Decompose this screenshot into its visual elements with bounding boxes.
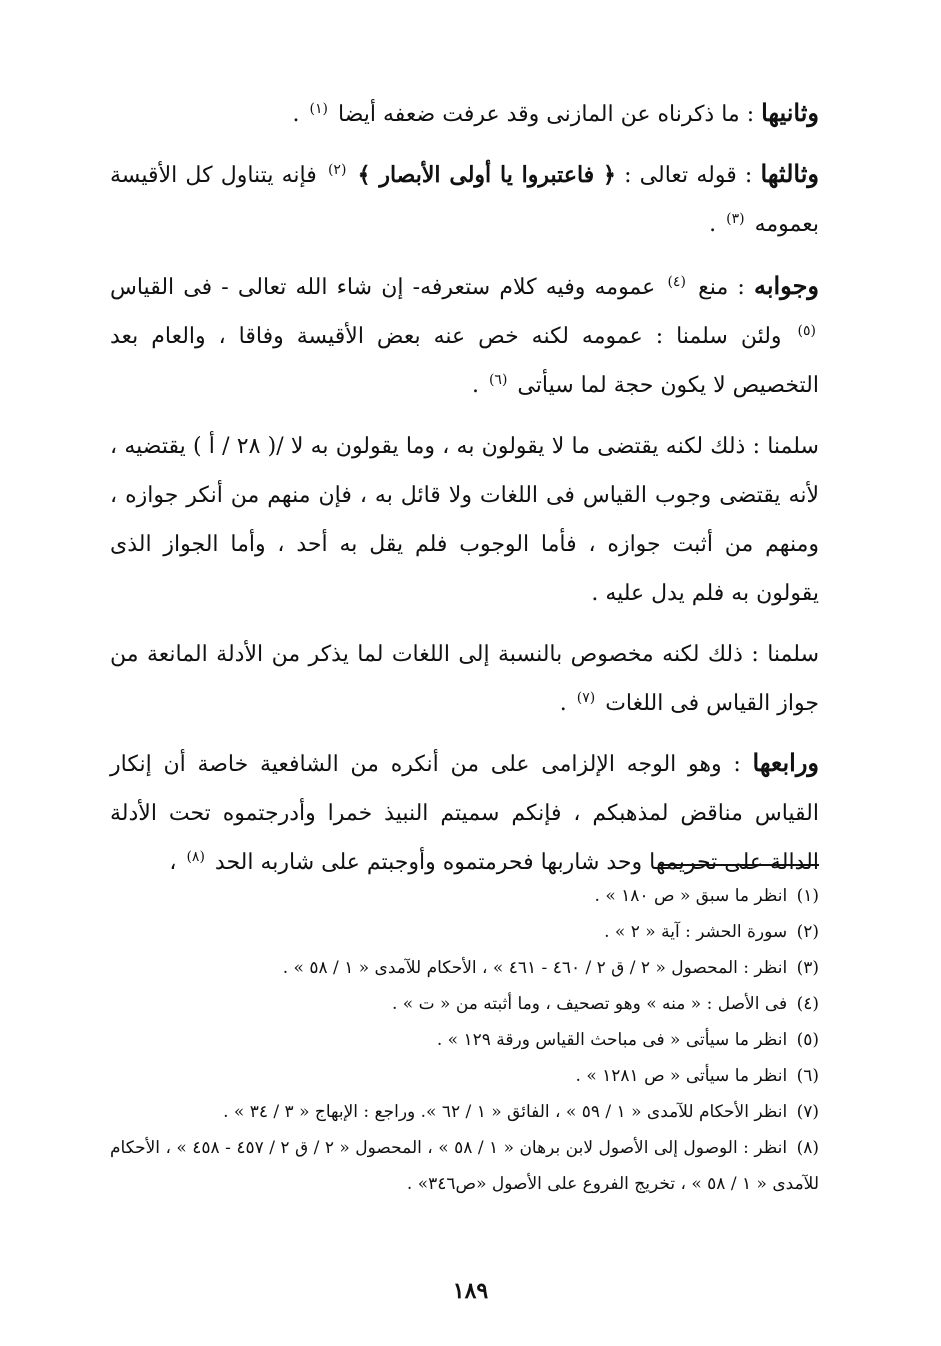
footnote-number: (٦) xyxy=(796,1066,819,1086)
footnote xyxy=(110,914,819,950)
footnote-ref: (٤) xyxy=(667,273,686,290)
paragraph-text: : منع xyxy=(698,275,745,300)
footnote-text: انظر : المحصول « ٢ / ق ٢ / ٤٦٠ - ٤٦١ » ، الأحكام للآمدى « ١ / ٥٨ » . xyxy=(282,958,788,978)
footnote-text: سورة الحشر : آية « ٢ » . xyxy=(604,922,788,942)
paragraph-text: ولئن سلمنا : عمومه لكنه خص عنه بعض الأقيسة وفاقا ، والعام بعد التخصيص لا يكون حجة لما سيأتى xyxy=(110,324,819,398)
punctuation: . xyxy=(709,212,717,237)
footnote xyxy=(110,1058,819,1094)
paragraph-third xyxy=(110,149,819,249)
paragraph-lead: وجوابه xyxy=(753,271,820,300)
punctuation: ، xyxy=(169,850,177,875)
footnote xyxy=(110,1022,819,1058)
footnote-text: انظر الأحكام للآمدى « ١ / ٥٩ » ، الفائق « ١ / ٦٢ ». وراجع : الإبهاج « ٣ / ٣٤ » . xyxy=(223,1102,788,1122)
paragraph-text: سلمنا : ذلك لكنه مخصوص بالنسبة إلى اللغات لما يذكر من الأدلة المانعة من جواز القياس فى اللغات xyxy=(110,642,819,716)
punctuation: . xyxy=(471,373,479,398)
paragraph-concession-2 xyxy=(110,630,819,728)
footnote-ref: (٨) xyxy=(186,848,205,865)
paragraph-text: فإنه يتناول كل الأقيسة بعمومه xyxy=(110,163,819,237)
footnote-ref: (١) xyxy=(309,100,328,117)
footnote-number: (٨) xyxy=(796,1138,819,1158)
footnote-number: (٧) xyxy=(796,1102,819,1122)
footnote-ref: (٦) xyxy=(488,371,508,388)
paragraph-text: : ما ذكرناه عن المازنى وقد عرفت ضعفه أيضا xyxy=(338,102,755,127)
footnote-divider xyxy=(659,864,819,866)
paragraph-second xyxy=(110,88,819,139)
footnote-ref: (٢) xyxy=(327,161,347,178)
footnote-number: (٢) xyxy=(796,922,819,942)
punctuation: . xyxy=(292,102,300,127)
footnote-ref: (٧) xyxy=(576,689,596,706)
footnote-text: انظر ما سيأتى « فى مباحث القياس ورقة ١٢٩ » . xyxy=(436,1030,788,1050)
paragraph-lead: وثانيها xyxy=(761,98,819,127)
punctuation: . xyxy=(559,691,567,716)
paragraph-text: عمومه وفيه كلام ستعرفه- إن شاء الله تعالى - فى القياس xyxy=(110,275,656,300)
paragraph-answer xyxy=(110,261,819,410)
footnote-text: انظر ما سيأتى « ص ١٢٨١ » . xyxy=(575,1066,788,1086)
footnote-number: (٣) xyxy=(796,958,819,978)
footnote xyxy=(110,950,819,986)
footnote xyxy=(110,986,819,1022)
footnote-text: فى الأصل : « منه » وهو تصحيف ، وما أثبته من « ت » . xyxy=(392,994,788,1014)
paragraph-text: : وهو الوجه الإلزامى على من أنكره من الشافعية خاصة أن إنكار القياس مناقض لمذهبكم ، فإنكم سميتم النبيذ خمرا وأدرجتموه تحت الأدلة الدالة على تحريمها وحد شاربها فحرمتموه وأوجبتم على شاربه الحد xyxy=(110,752,819,875)
footnote-text: انظر : الوصول إلى الأصول لابن برهان « ١ / ٥٨ » ، المحصول « ٢ / ق ٢ / ٤٥٧ - ٤٥٨ » ، الأحكام للآمدى « ١ / ٥٨ » ، تخريج الفروع على الأصول «ص٣٤٦» . xyxy=(110,1138,819,1194)
footnote-ref: (٣) xyxy=(726,210,745,227)
page-number: ١٨٩ xyxy=(452,1278,489,1304)
footnote-number: (١) xyxy=(796,886,819,906)
footnote xyxy=(110,878,819,914)
paragraph-concession-1 xyxy=(110,422,819,618)
footnote xyxy=(110,1130,819,1202)
footnote xyxy=(110,1094,819,1130)
paragraph-lead: وثالثها xyxy=(760,159,820,188)
paragraph-lead: ورابعها xyxy=(752,748,819,777)
paragraph-text: : قوله تعالى : xyxy=(624,163,753,188)
quran-verse: ﴿ فاعتبروا يا أولى الأبصار ﴾ xyxy=(357,162,616,188)
footnotes xyxy=(110,878,819,1202)
footnote-number: (٥) xyxy=(796,1030,819,1050)
footnote-ref: (٥) xyxy=(797,322,816,339)
footnote-text: انظر ما سبق « ص ١٨٠ » . xyxy=(594,886,788,906)
paragraph-text: سلمنا : ذلك لكنه يقتضى ما لا يقولون به ، وما يقولون به لا /( ٢٨ / أ ) يقتضيه ، لأنه يقتضى وجوب القياس فى اللغات ولا قائل به ، فإن منهم من أنكر جوازه ، ومنهم من أثبت جوازه ، فأما الوجوب فلم يقل به أحد ، وأما الجواز الذى يقولون به فلم يدل عليه . xyxy=(110,434,819,606)
footnote-number: (٤) xyxy=(796,994,819,1014)
